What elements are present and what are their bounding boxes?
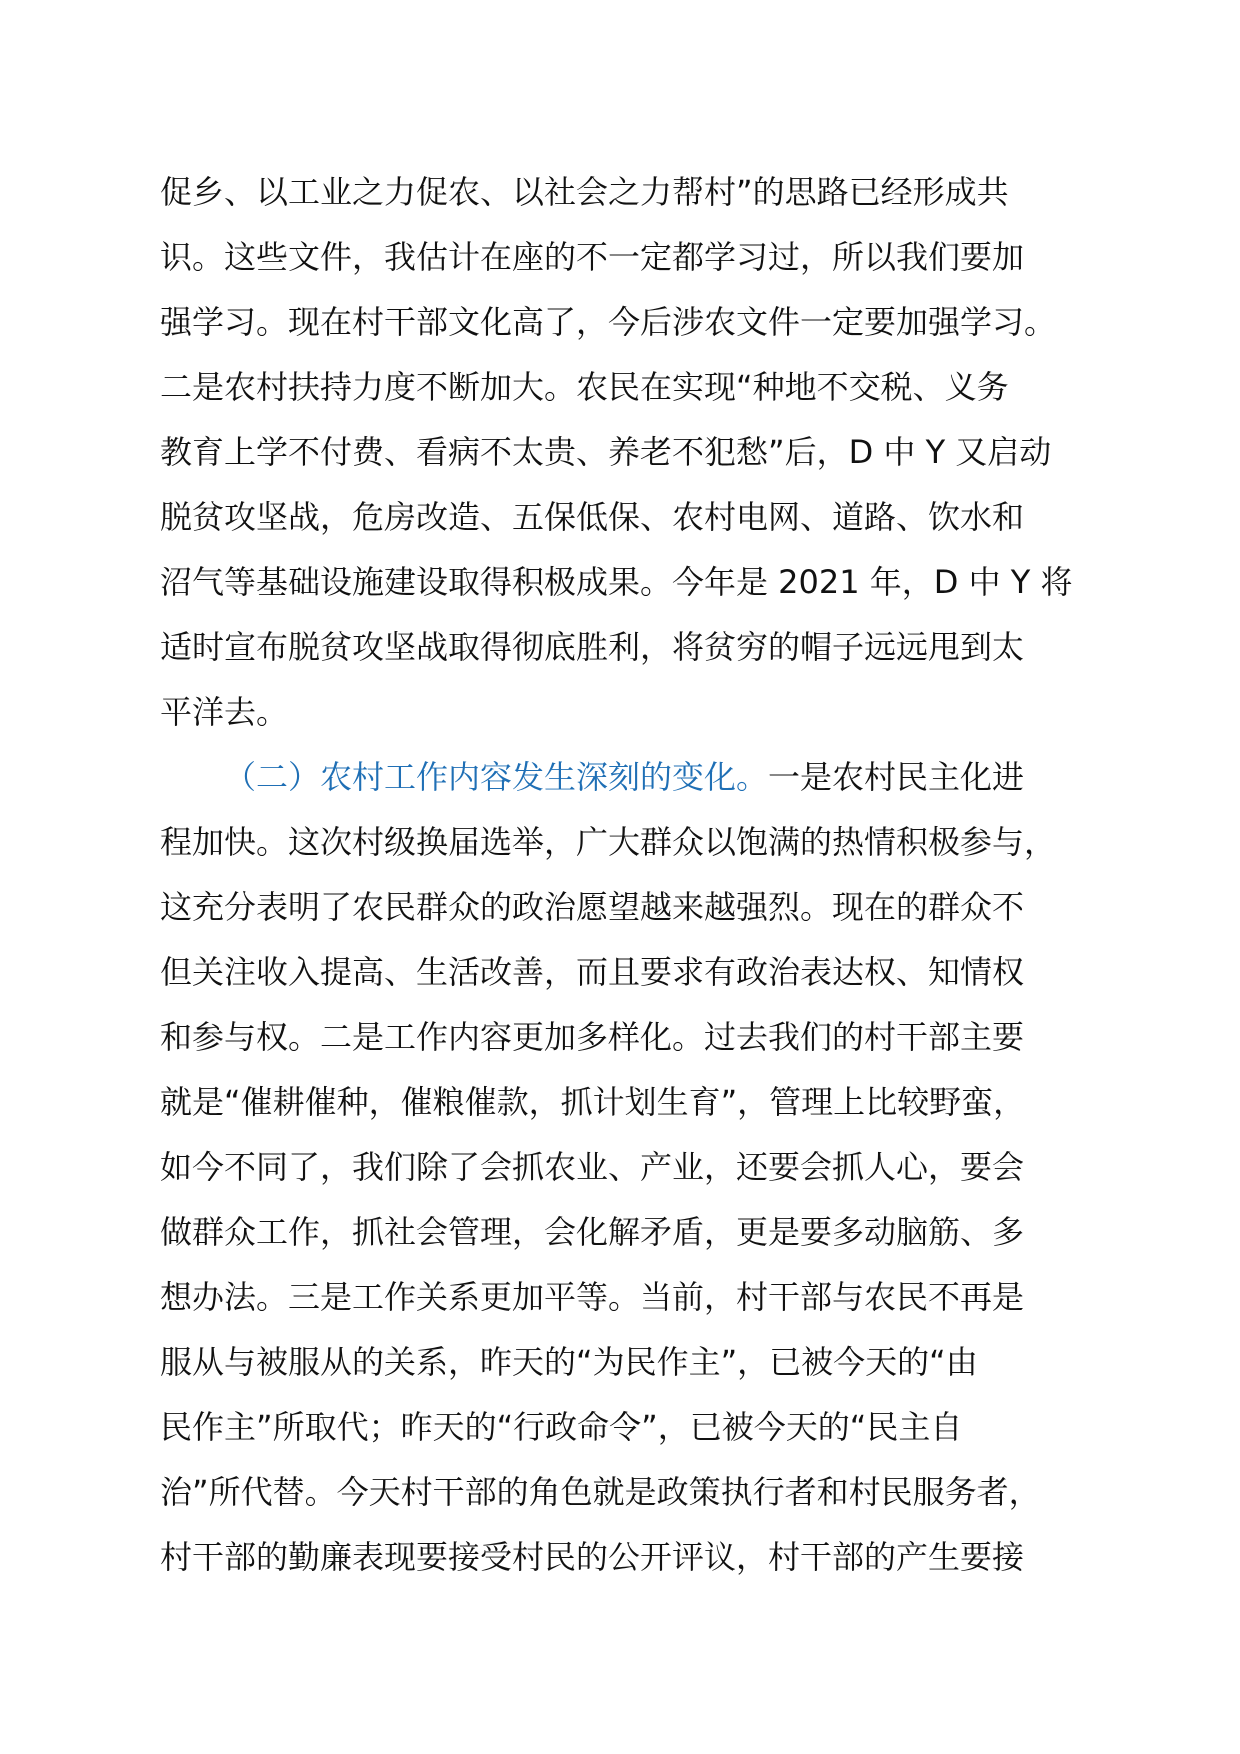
text-line: 民作主”所取代；昨天的“行政命令”，已被今天的“民主自	[160, 1408, 963, 1446]
text-line: 程加快。这次村级换届选举，广大群众以饱满的热情积极参与，	[160, 823, 1057, 861]
section-first-line-text: 一是农村民主化进	[768, 758, 1025, 796]
text-line: 但关注收入提高、生活改善，而且要求有政治表达权、知情权	[160, 953, 1025, 991]
text-line: 村干部的勤廉表现要接受村民的公开评议，村干部的产生要接	[160, 1538, 1025, 1576]
text-line: 识。这些文件，我估计在座的不一定都学习过，所以我们要加	[160, 238, 1025, 276]
text-line: 促乡、以工业之力促农、以社会之力帮村”的思路已经形成共	[160, 173, 1009, 211]
text-line: 服从与被服从的关系，昨天的“为民作主”，已被今天的“由	[160, 1343, 978, 1381]
text-line: 教育上学不付费、看病不太贵、养老不犯愁”后，D 中 Y 又启动	[160, 433, 1052, 471]
section-heading: （二）农村工作内容发生深刻的变化。	[224, 758, 769, 796]
text-line: 二是农村扶持力度不断加大。农民在实现“种地不交税、义务	[160, 368, 1009, 406]
text-line: 适时宣布脱贫攻坚战取得彻底胜利，将贫穷的帽子远远甩到太	[160, 628, 1025, 666]
text-line: 想办法。三是工作关系更加平等。当前，村干部与农民不再是	[160, 1278, 1025, 1316]
text-line: 就是“催耕催种，催粮催款，抓计划生育”，管理上比较野蛮，	[160, 1083, 1026, 1121]
text-line: 治”所代替。今天村干部的角色就是政策执行者和村民服务者，	[160, 1473, 1041, 1511]
text-line: 这充分表明了农民群众的政治愿望越来越强烈。现在的群众不	[160, 888, 1025, 926]
text-line: 平洋去。	[160, 693, 289, 731]
section-first-line	[160, 745, 1120, 810]
text-line: 沼气等基础设施建设取得积极成果。今年是 2021 年，D 中 Y 将	[160, 563, 1073, 601]
text-line: 和参与权。二是工作内容更加多样化。过去我们的村干部主要	[160, 1018, 1025, 1056]
text-line: 脱贫攻坚战，危房改造、五保低保、农村电网、道路、饮水和	[160, 498, 1025, 536]
text-line: 如今不同了，我们除了会抓农业、产业，还要会抓人心，要会	[160, 1148, 1025, 1186]
text-line: 强学习。现在村干部文化高了，今后涉农文件一定要加强学习。	[160, 303, 1057, 341]
body-text	[160, 160, 1120, 1590]
text-line: 做群众工作，抓社会管理，会化解矛盾，更是要多动脑筋、多	[160, 1213, 1025, 1251]
